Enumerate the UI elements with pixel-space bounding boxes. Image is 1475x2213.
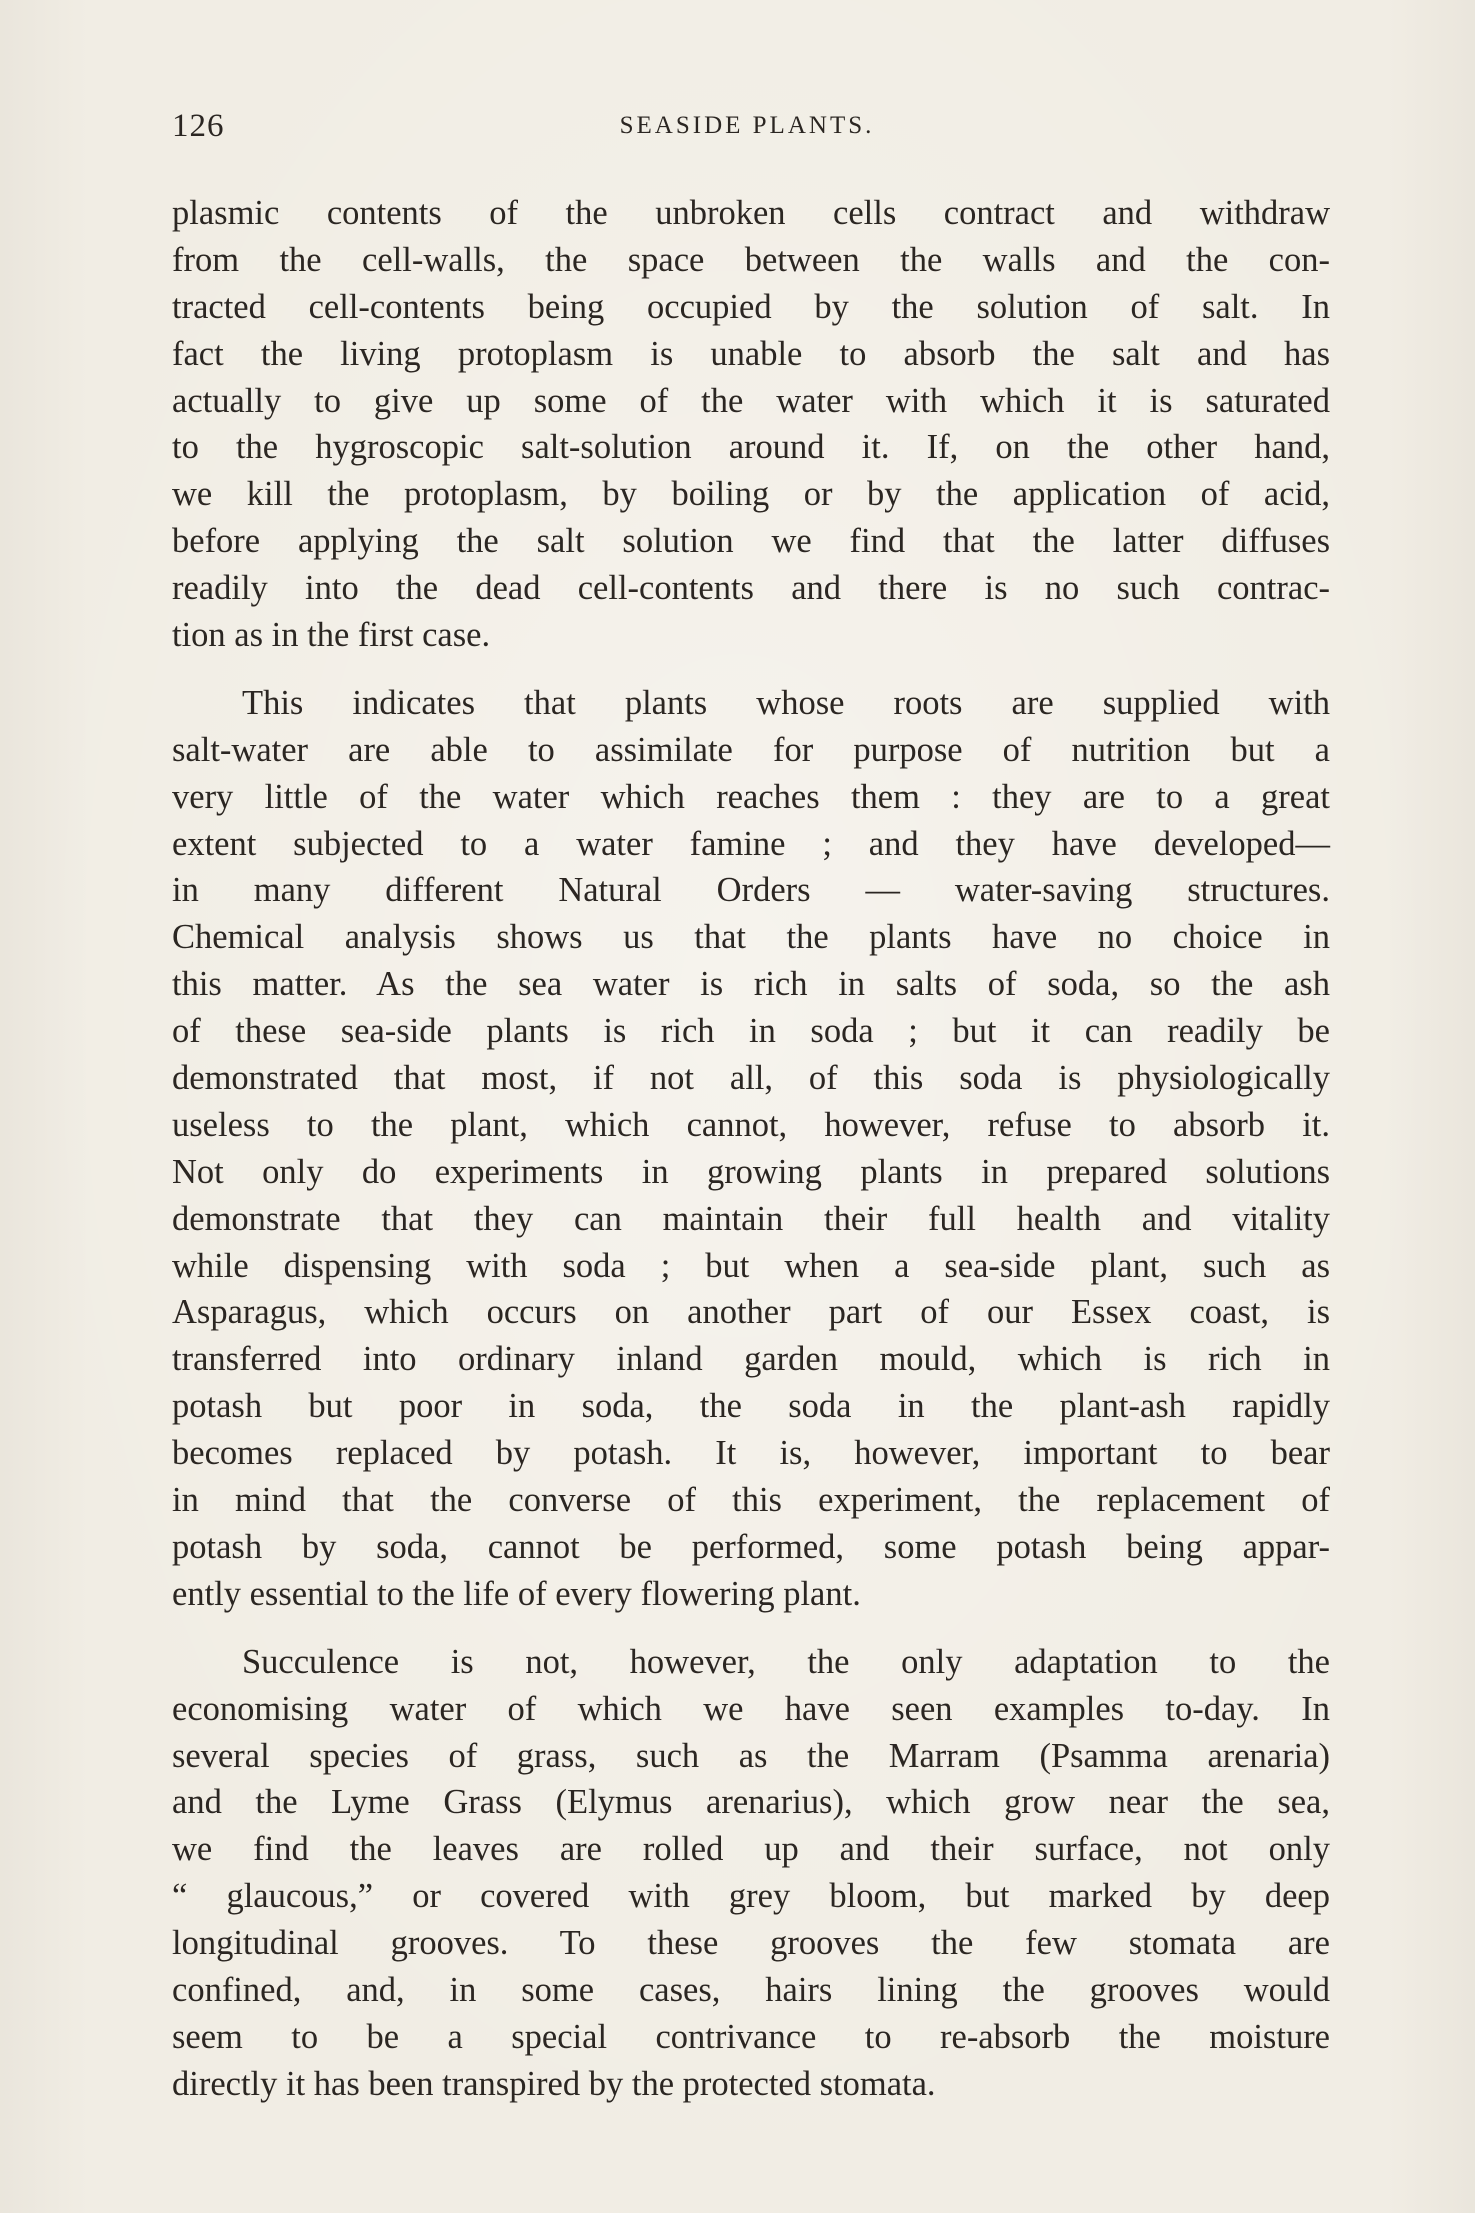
- text-line: salt-water are able to assimilate for purpose of nutrition but a: [172, 730, 1330, 769]
- text-line: extent subjected to a water famine ; and they have developed—: [172, 824, 1330, 863]
- text-line: in mind that the converse of this experiment, the replacement of: [172, 1481, 1330, 1520]
- text-line: tracted cell-contents being occupied by the solution of salt. In: [172, 287, 1330, 326]
- running-title: SEASIDE PLANTS.: [619, 112, 875, 139]
- text-line: plasmic contents of the unbroken cells contract and withdraw: [172, 194, 1330, 232]
- text-line: to the hygroscopic salt-solution around it. If, on the other hand,: [172, 428, 1330, 467]
- text-line: useless to the plant, which cannot, however, refuse to absorb it.: [172, 1105, 1330, 1144]
- text-line: and the Lyme Grass (Elymus arenarius), which grow near the sea,: [172, 1783, 1330, 1822]
- text-line: becomes replaced by potash. It is, however, important to bear: [172, 1434, 1330, 1473]
- text-line: we kill the protoplasm, by boiling or by the application of acid,: [172, 475, 1330, 514]
- text-line: we find the leaves are rolled up and their surface, not only: [172, 1830, 1330, 1869]
- text-line: this matter. As the sea water is rich in salts of soda, so the ash: [172, 965, 1330, 1004]
- text-line: economising water of which we have seen examples to-day. In: [172, 1689, 1330, 1728]
- paragraph-1: [172, 190, 1330, 659]
- text-line: Chemical analysis shows us that the plants have no choice in: [172, 918, 1330, 957]
- text-line: ently essential to the life of every flowering plant.: [172, 1574, 861, 1613]
- text-line: Succulence is not, however, the only adaptation to the: [242, 1642, 1330, 1681]
- text-line: This indicates that plants whose roots are supplied with: [242, 683, 1330, 722]
- text-line: tion as in the first case.: [172, 616, 491, 655]
- text-line: Not only do experiments in growing plants in prepared solutions: [172, 1152, 1330, 1191]
- text-line: actually to give up some of the water with which it is saturated: [172, 381, 1330, 420]
- paragraph-2: [172, 680, 1330, 1618]
- body-text: [172, 190, 1330, 2108]
- text-line: fact the living protoplasm is unable to absorb the salt and has: [172, 334, 1330, 373]
- text-line: directly it has been transpired by the protected stomata.: [172, 2064, 936, 2103]
- text-line: very little of the water which reaches them : they are to a great: [172, 777, 1330, 816]
- text-line: demonstrated that most, if not all, of this soda is physiologically: [172, 1059, 1330, 1098]
- text-line: before applying the salt solution we find that the latter diffuses: [172, 522, 1330, 561]
- text-line: transferred into ordinary inland garden mould, which is rich in: [172, 1340, 1330, 1379]
- text-line: seem to be a special contrivance to re-absorb the moisture: [172, 2017, 1330, 2056]
- text-line: demonstrate that they can maintain their full health and vitality: [172, 1199, 1330, 1238]
- running-head: [172, 108, 1322, 152]
- text-line: several species of grass, such as the Marram (Psamma arenaria): [172, 1736, 1330, 1775]
- text-line: in many different Natural Orders — water-saving structures.: [172, 871, 1330, 910]
- text-line: from the cell-walls, the space between the walls and the con-: [172, 240, 1330, 279]
- text-line: confined, and, in some cases, hairs lining the grooves would: [172, 1970, 1330, 2009]
- text-line: potash but poor in soda, the soda in the plant-ash rapidly: [172, 1387, 1330, 1426]
- text-line: readily into the dead cell-contents and there is no such contrac-: [172, 569, 1330, 608]
- paragraph-3: [172, 1639, 1330, 2108]
- text-line: while dispensing with soda ; but when a sea-side plant, such as: [172, 1246, 1330, 1285]
- text-line: of these sea-side plants is rich in soda ; but it can readily be: [172, 1012, 1330, 1051]
- text-line: Asparagus, which occurs on another part of our Essex coast, is: [172, 1293, 1330, 1332]
- text-line: potash by soda, cannot be performed, some potash being appar-: [172, 1527, 1330, 1566]
- page-number: 126: [172, 108, 225, 144]
- text-line: longitudinal grooves. To these grooves the few stomata are: [172, 1924, 1330, 1963]
- text-line: “ glaucous,” or covered with grey bloom, but marked by deep: [172, 1877, 1330, 1916]
